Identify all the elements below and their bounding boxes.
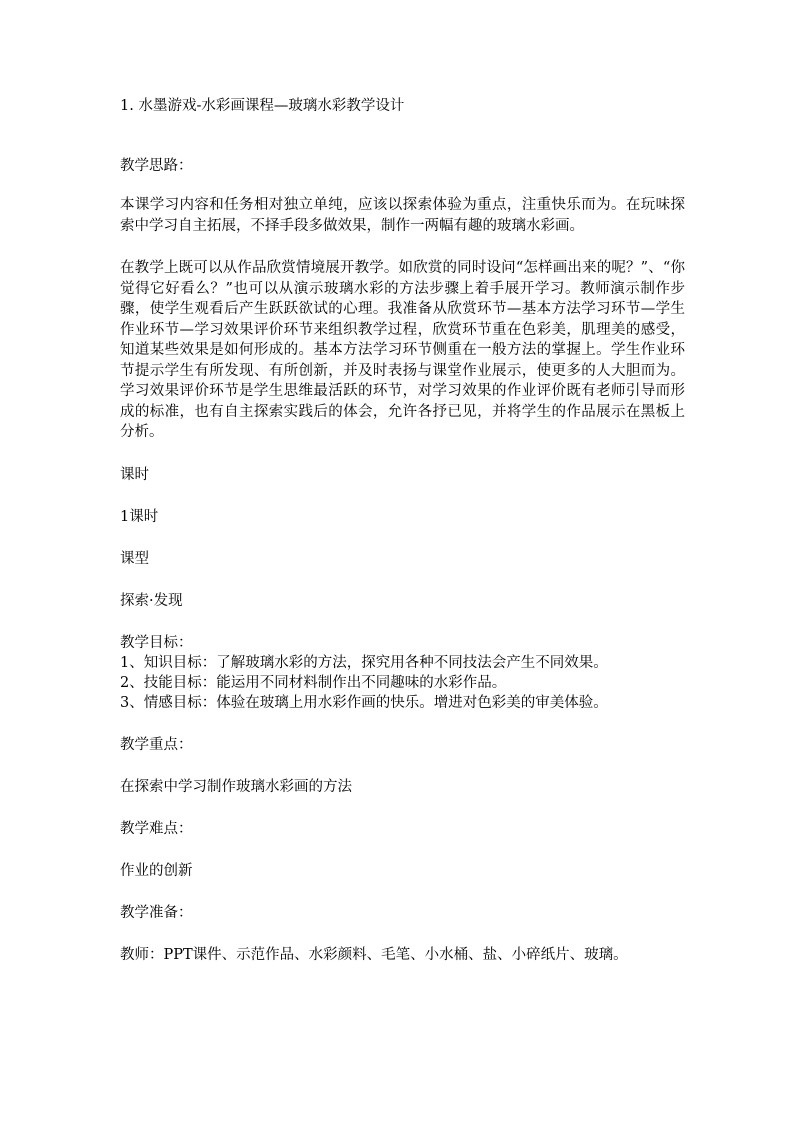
goal-item-emotion: 3、情感目标：体验在玻璃上用水彩作画的快乐。增进对色彩美的审美体验。 xyxy=(120,694,608,711)
key-point-value: 在探索中学习制作玻璃水彩画的方法 xyxy=(120,778,352,795)
type-value: 探索·发现 xyxy=(120,592,183,609)
key-point-heading: 教学重点： xyxy=(120,736,193,753)
type-heading: 课型 xyxy=(120,550,149,567)
approach-paragraph-2: 在教学上既可以从作品欣赏情境展开教学。如欣赏的同时设问“怎样画出来的呢？”、“你觉得它好看么？”也可以从演示玻璃水彩的方法步骤上着手展开学习。教师演示制作步骤，使学生观看后产生跃跃欲试的心理。我准备从欣赏环节—基本方法学习环节—学生作业环节—学习效果评价环节来组织教学过程，欣赏环节重在色彩美，肌理美的感受，知道某些效果是如何形成的。基本方法学习环节侧重在一般方法的掌握上。学生作业环节提示学生有所发现、有所创新，并及时表扬与课堂作业展示，使更多的人大胆而为。学习效果评价环节是学生思维最活跃的环节，对学习效果的作业评价既有老师引导而形成的标准，也有自主探索实践后的体会，允许各抒已见，并将学生的作品展示在黑板上分析。 xyxy=(120,260,685,440)
approach-heading: 教学思路： xyxy=(120,158,193,174)
period-value: 1课时 xyxy=(120,508,159,525)
document-title: 1. 水墨游戏-水彩画课程—玻璃水彩教学设计 xyxy=(120,98,405,114)
preparation-value: 教师：PPT课件、示范作品、水彩颜料、毛笔、小水桶、盐、小碎纸片、玻璃。 xyxy=(120,946,628,963)
approach-paragraph-1: 本课学习内容和任务相对独立单纯，应该以探索体验为重点，注重快乐而为。在玩味探索中学习自主拓展，不择手段多做效果，制作一两幅有趣的玻璃水彩画。 xyxy=(120,197,685,234)
period-heading: 课时 xyxy=(120,466,149,483)
goal-item-skill: 2、技能目标：能运用不同材料制作出不同趣味的水彩作品。 xyxy=(120,674,507,691)
document-body xyxy=(120,96,685,965)
goals-heading: 教学目标： xyxy=(120,634,193,651)
difficulty-heading: 教学难点： xyxy=(120,820,193,837)
difficulty-value: 作业的创新 xyxy=(120,862,193,879)
goal-item-knowledge: 1、知识目标：了解玻璃水彩的方法，探究用各种不同技法会产生不同效果。 xyxy=(120,654,608,671)
preparation-heading: 教学准备： xyxy=(120,904,193,921)
